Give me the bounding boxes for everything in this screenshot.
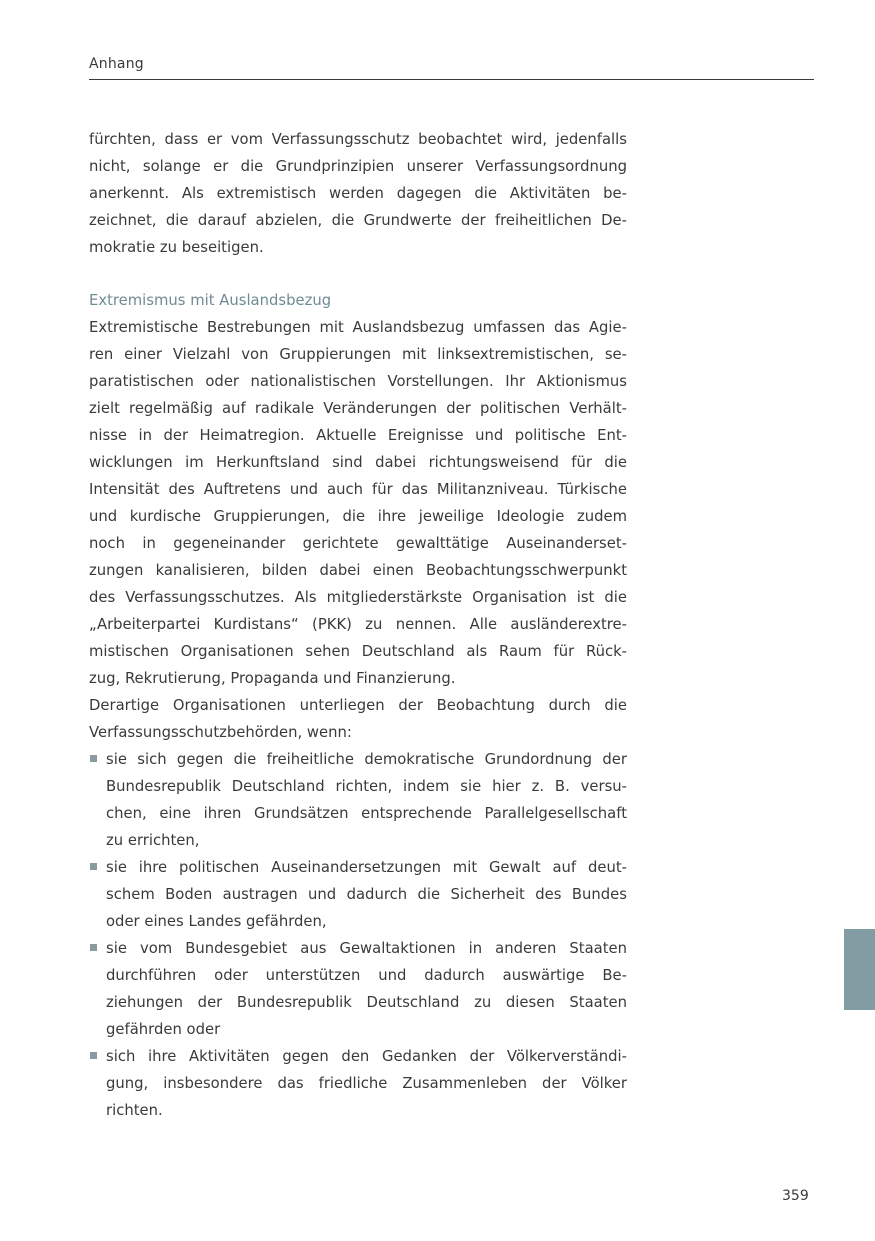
bullet-text-line: sie ihre politischen Auseinandersetzungen mit Gewalt auf deut- xyxy=(106,859,627,876)
text-line: Derartige Organisationen unterliegen der Beobachtung durch die xyxy=(89,697,627,714)
text-line: anerkennt. Als extremistisch werden dagegen die Aktivitäten be- xyxy=(89,185,627,202)
criteria-bullet-list xyxy=(89,746,627,1124)
bullet-text-line: sie sich gegen die freiheitliche demokratische Grundordnung der xyxy=(106,751,627,768)
intro-paragraph xyxy=(89,126,627,261)
section-paragraph-1 xyxy=(89,314,627,692)
text-line: mokratie zu beseitigen. xyxy=(89,239,264,256)
section-paragraph-2 xyxy=(89,692,627,746)
text-line: zug, Rekrutierung, Propaganda und Finanzierung. xyxy=(89,670,456,687)
text-line: mistischen Organisationen sehen Deutschland als Raum für Rück- xyxy=(89,643,627,660)
section-heading: Extremismus mit Auslandsbezug xyxy=(89,292,332,309)
bullet-text-line: gefährden oder xyxy=(106,1021,221,1038)
text-line: nisse in der Heimatregion. Aktuelle Ereignisse und politische Ent- xyxy=(89,427,627,444)
paragraph-spacer xyxy=(89,261,627,287)
bullet-text-line: oder eines Landes gefährden, xyxy=(106,913,327,930)
text-line: ren einer Vielzahl von Gruppierungen mit linksextremistischen, se- xyxy=(89,346,627,363)
bullet-text-line: richten. xyxy=(106,1102,163,1119)
bullet-text-line: schem Boden austragen und dadurch die Sicherheit des Bundes xyxy=(106,886,627,903)
bullet-item xyxy=(89,1043,627,1124)
bullet-text-line: durchführen oder unterstützen und dadurch auswärtige Be- xyxy=(106,967,627,984)
chapter-side-tab xyxy=(844,929,875,1010)
text-line: Intensität des Auftretens und auch für das Militanzniveau. Türkische xyxy=(89,481,627,498)
text-line: fürchten, dass er vom Verfassungsschutz beobachtet wird, jedenfalls xyxy=(89,131,627,148)
bullet-text-line: ziehungen der Bundesrepublik Deutschland zu diesen Staaten xyxy=(106,994,627,1011)
bullet-text-line: sie vom Bundesgebiet aus Gewaltaktionen in anderen Staaten xyxy=(106,940,627,957)
text-line: zeichnet, die darauf abzielen, die Grundwerte der freiheitlichen De- xyxy=(89,212,627,229)
text-line: „Arbeiterpartei Kurdistans“ (PKK) zu nennen. Alle ausländerextre- xyxy=(89,616,627,633)
text-line: nicht, solange er die Grundprinzipien unserer Verfassungsordnung xyxy=(89,158,627,175)
bullet-text-line: zu errichten, xyxy=(106,832,200,849)
running-header: Anhang xyxy=(89,56,144,72)
text-line: noch in gegeneinander gerichtete gewalttätige Auseinanderset- xyxy=(89,535,627,552)
text-line: des Verfassungsschutzes. Als mitgliederstärkste Organisation ist die xyxy=(89,589,627,606)
square-bullet-icon xyxy=(90,755,97,762)
text-line: zielt regelmäßig auf radikale Veränderungen der politischen Verhält- xyxy=(89,400,627,417)
header-rule xyxy=(89,79,814,80)
bullet-item xyxy=(89,746,627,854)
square-bullet-icon xyxy=(90,863,97,870)
bullet-text-line: Bundesrepublik Deutschland richten, indem sie hier z. B. versu- xyxy=(106,778,627,795)
bullet-text-line: chen, eine ihren Grundsätzen entsprechende Parallelgesellschaft xyxy=(106,805,627,822)
text-line: Extremistische Bestrebungen mit Auslandsbezug umfassen das Agie- xyxy=(89,319,627,336)
page-content xyxy=(89,126,627,1124)
text-line: Verfassungsschutzbehörden, wenn: xyxy=(89,724,352,741)
page-number: 359 xyxy=(782,1188,809,1204)
text-line: zungen kanalisieren, bilden dabei einen Beobachtungsschwerpunkt xyxy=(89,562,627,579)
square-bullet-icon xyxy=(90,1052,97,1059)
bullet-item xyxy=(89,854,627,935)
bullet-text-line: sich ihre Aktivitäten gegen den Gedanken der Völkerverständi- xyxy=(106,1048,627,1065)
bullet-text-line: gung, insbesondere das friedliche Zusammenleben der Völker xyxy=(106,1075,627,1092)
bullet-item xyxy=(89,935,627,1043)
text-line: wicklungen im Herkunftsland sind dabei richtungsweisend für die xyxy=(89,454,627,471)
square-bullet-icon xyxy=(90,944,97,951)
text-line: paratistischen oder nationalistischen Vorstellungen. Ihr Aktionismus xyxy=(89,373,627,390)
text-line: und kurdische Gruppierungen, die ihre jeweilige Ideologie zudem xyxy=(89,508,627,525)
